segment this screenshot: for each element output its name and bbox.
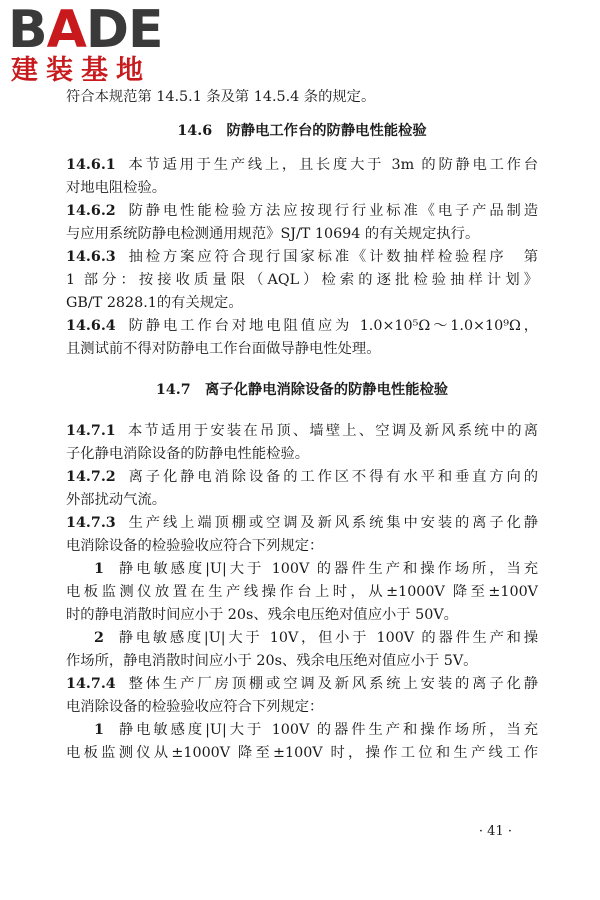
text-line: 电消除设备的检验验收应符合下列规定： xyxy=(66,538,324,554)
text-line: 作场所，静电消散时间应小于 20s、残余电压绝对值应小于 5V。 xyxy=(66,653,478,669)
text-line: 外部扰动气流。 xyxy=(66,492,167,508)
list-item-1: 1 静电敏感度|U|大于 100V 的器件生产和操作场所，当充 xyxy=(94,561,538,577)
text-line: 电消除设备的检验验收应符合下列规定： xyxy=(66,699,324,715)
clause-14-7-2: 14.7.2 离子化静电消除设备的工作区不得有水平和垂直方向的 xyxy=(66,469,538,485)
section-heading-14-7: 14.7 离子化静电消除设备的防静电性能检验 xyxy=(155,382,449,398)
clause-14-6-1: 14.6.1 本节适用于生产线上，且长度大于 3m 的防静电工作台 xyxy=(66,157,538,173)
logo-subtitle: 建装基地 xyxy=(11,55,151,86)
text-line: 对地电阻检验。 xyxy=(66,180,167,196)
list-item-1: 1 静电敏感度|U|大于 100V 的器件生产和操作场所，当充 xyxy=(94,722,538,738)
document-body xyxy=(66,86,538,765)
text-line: 1 部分：按接收质量限（AQL）检索的逐批检验抽样计划》 xyxy=(66,272,538,288)
clause-14-6-2: 14.6.2 防静电性能检验方法应按现行行业标准《电子产品制造 xyxy=(66,203,538,219)
clause-14-6-3: 14.6.3 抽检方案应符合现行国家标准《计数抽样检验程序 第 xyxy=(66,249,538,265)
text-line: 电板监测仪从±1000V 降至±100V 时，操作工位和生产线工作 xyxy=(66,745,538,761)
section-heading-14-6: 14.6 防静电工作台的防静电性能检验 xyxy=(177,123,427,139)
text-line: 电板监测仪放置在生产线操作台上时，从±1000V 降至±100V xyxy=(66,584,538,600)
clause-14-7-4: 14.7.4 整体生产厂房顶棚或空调及新风系统上安装的离子化静 xyxy=(66,676,538,692)
text-line: 子化静电消除设备的防静电性能检验。 xyxy=(66,446,310,462)
list-item-2: 2 静电敏感度|U|大于 10V，但小于 100V 的器件生产和操 xyxy=(94,630,538,646)
clause-14-6-4: 14.6.4 防静电工作台对地电阻值应为 1.0×10⁵Ω～1.0×10⁹Ω， xyxy=(66,318,538,334)
text-line: 时的静电消散时间应小于 20s、残余电压绝对值应小于 50V。 xyxy=(66,607,458,623)
text-line: GB/T 2828.1的有关规定。 xyxy=(66,295,243,311)
clause-14-7-1: 14.7.1 本节适用于安装在吊顶、墙壁上、空调及新风系统中的离 xyxy=(66,423,538,439)
text-line: 符合本规范第 14.5.1 条及第 14.5.4 条的规定。 xyxy=(66,89,376,105)
logo-wordmark: BADE xyxy=(8,0,163,60)
page-number: · 41 · xyxy=(478,824,512,839)
bade-logo xyxy=(8,0,183,86)
clause-14-7-3: 14.7.3 生产线上端顶棚或空调及新风系统集中安装的离子化静 xyxy=(66,515,538,531)
text-line: 且测试前不得对防静电工作台面做导静电性处理。 xyxy=(66,341,381,357)
text-line: 与应用系统防静电检测通用规范》SJ/T 10694 的有关规定执行。 xyxy=(66,226,480,242)
